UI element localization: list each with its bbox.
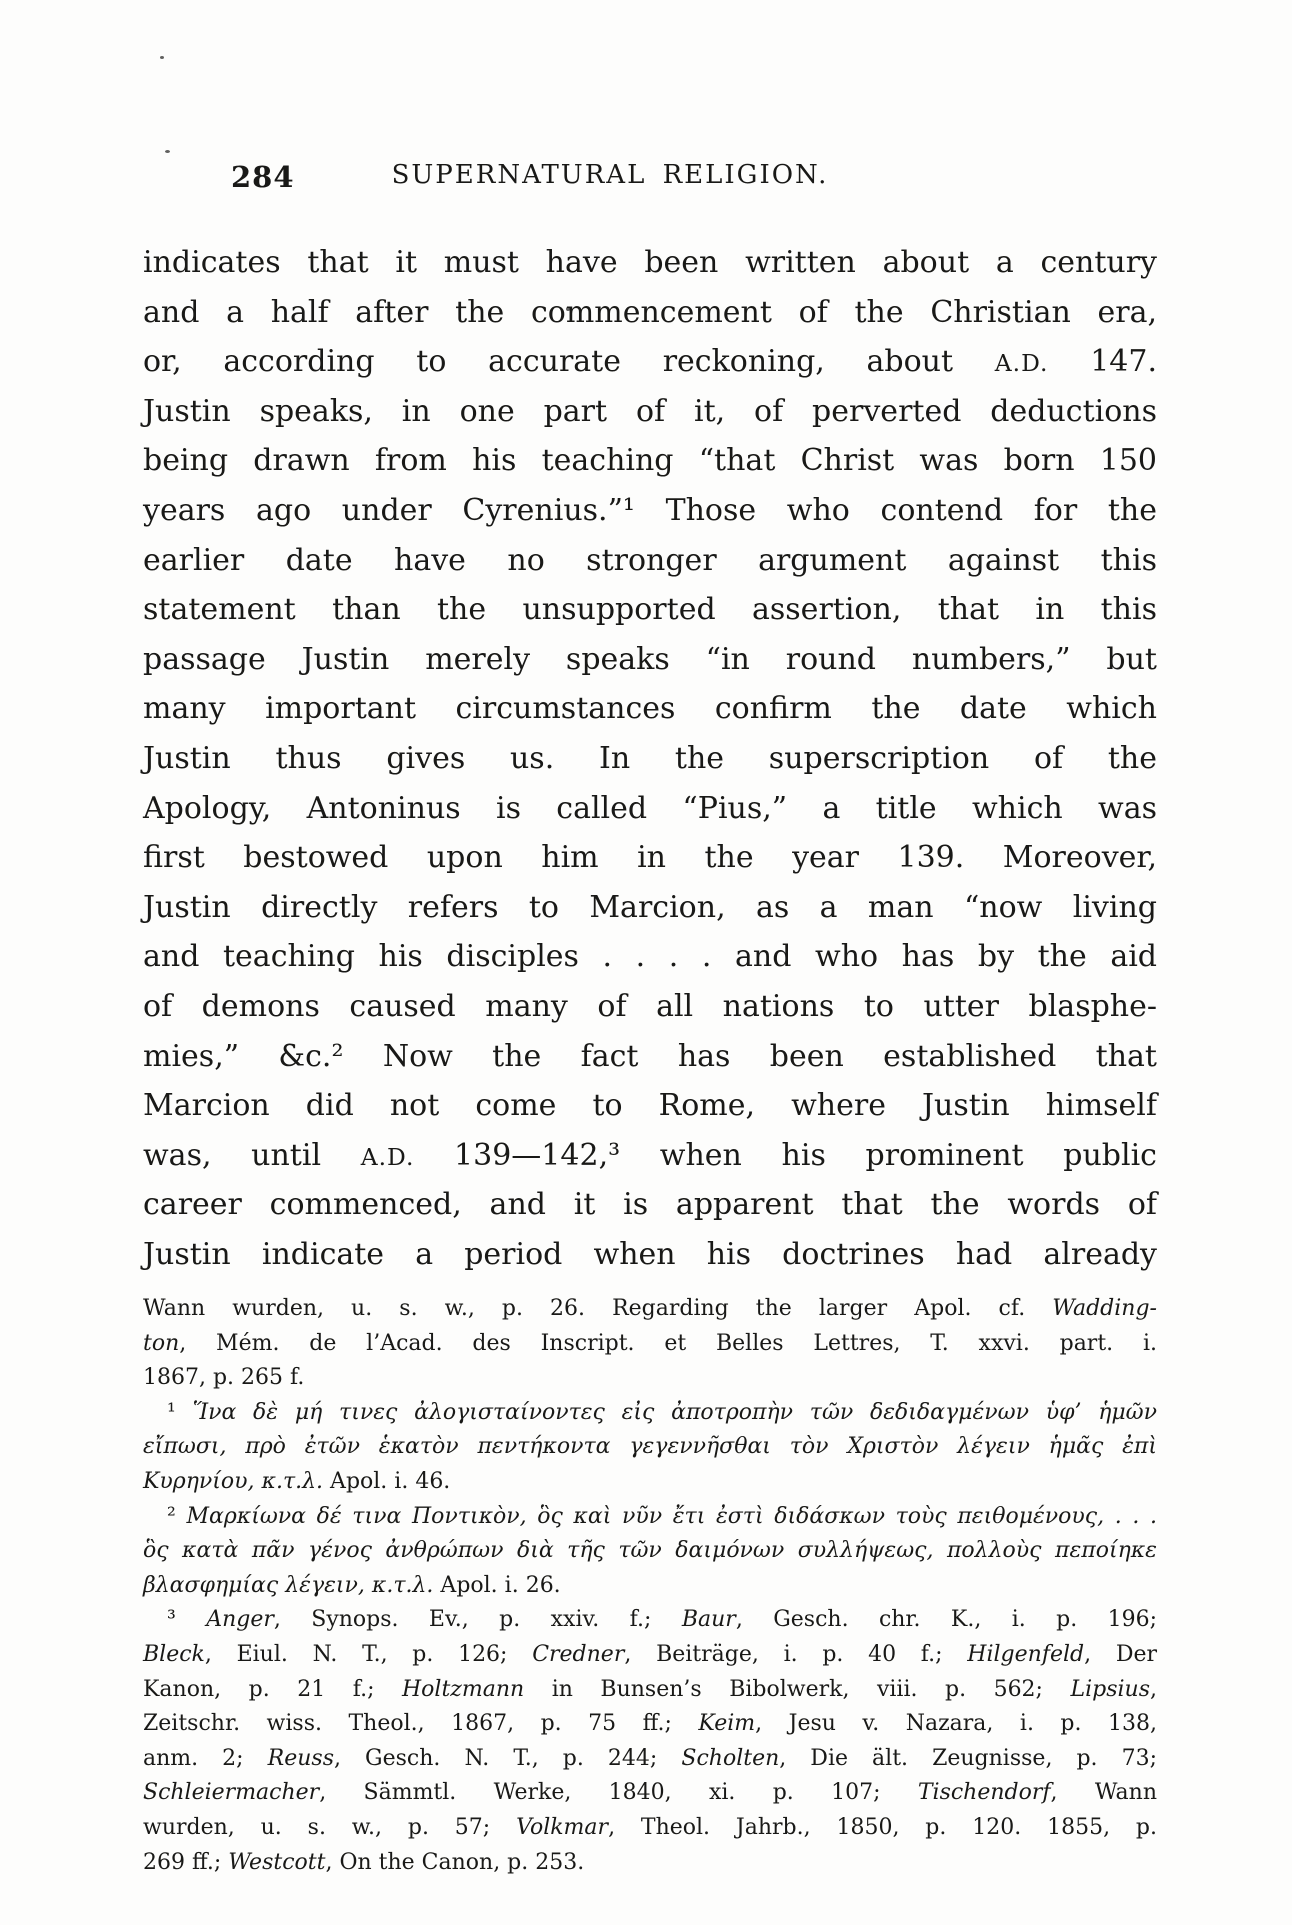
footnote-line: Schleiermacher, Sämmtl. Werke, 1840, xi. p. 107; Tischendorf, Wann (143, 1780, 1158, 1806)
body-line: years ago under Cyrenius.”¹ Those who contend for the (143, 492, 1157, 528)
footnote-line: Bleck, Eiul. N. T., p. 126; Credner, Beiträge, i. p. 40 f.; Hilgenfeld, Der (143, 1641, 1157, 1667)
body-line: earlier date have no stronger argument against this (143, 542, 1157, 578)
body-line: passage Justin merely speaks “in round numbers,” but (143, 641, 1157, 677)
footnote-line: 1867, p. 265 f. (143, 1365, 305, 1391)
footnote-line: wurden, u. s. w., p. 57; Volkmar, Theol. Jahrb., 1850, p. 120. 1855, p. (143, 1814, 1158, 1840)
footnotes (143, 1292, 1157, 1880)
footnote-line: Κυρηνίου, κ.τ.λ. Apol. i. 46. (143, 1468, 451, 1494)
footnote-line: ² Μαρκίωνα δέ τινα Ποντικὸν, ὃς καὶ νῦν ἔτι ἐστὶ διδάσκων τοὺς πειθομένους, . . . (167, 1503, 1157, 1529)
body-line: Justin thus gives us. In the superscription of the (143, 740, 1157, 776)
footnote-line: ὃς κατὰ πᾶν γένος ἀνθρώπων διὰ τῆς τῶν δαιμόνων συλλήψεως, πολλοὺς πεποίηκε (143, 1538, 1157, 1564)
footnote-line: anm. 2; Reuss, Gesch. N. T., p. 244; Scholten, Die ält. Zeugnisse, p. 73; (143, 1745, 1158, 1771)
body-line: of demons caused many of all nations to utter blasphe- (143, 988, 1157, 1024)
footnote-line: ¹ Ἵνα δὲ μή τινες ἀλογισταίνοντες εἰς ἀποτροπὴν τῶν δεδιδαγμένων ὑφ’ ἡμῶν (167, 1399, 1158, 1425)
scan-speck (160, 56, 164, 59)
body-text (143, 238, 1157, 1279)
running-title: SUPERNATURAL RELIGION. (391, 160, 829, 190)
body-line: Justin speaks, in one part of it, of perverted deductions (143, 393, 1157, 429)
footnote-line: Wann wurden, u. s. w., p. 26. Regarding the larger Apol. cf. Wadding- (143, 1296, 1157, 1321)
body-line: career commenced, and it is apparent that the words of (143, 1187, 1157, 1223)
body-line: or, according to accurate reckoning, about A.D. 147. (143, 344, 1157, 380)
scan-speck (165, 150, 170, 153)
footnote-line: Kanon, p. 21 f.; Holtzmann in Bunsen’s Bibolwerk, viii. p. 562; Lipsius, (143, 1676, 1157, 1702)
footnote-line: εἴπωσι, πρὸ ἐτῶν ἑκατὸν πεντήκοντα γεγεννῆσθαι τὸν Χριστὸν λέγειν ἡμᾶς ἐπὶ (143, 1434, 1157, 1460)
body-line: was, until A.D. 139—142,³ when his prominent public (143, 1137, 1157, 1173)
footnote-line: ³ Anger, Synops. Ev., p. xxiv. f.; Baur, Gesch. chr. K., i. p. 196; (167, 1607, 1157, 1633)
footnote-line: ton, Mém. de l’Acad. des Inscript. et Belles Lettres, T. xxvi. part. i. (143, 1330, 1157, 1356)
body-line: Justin indicate a period when his doctrines had already (143, 1236, 1157, 1272)
body-line: and a half after the commencement of the Christian era, (143, 294, 1157, 330)
body-line: and teaching his disciples . . . . and who has by the aid (143, 939, 1157, 975)
footnote-line: 269 ff.; Westcott, On the Canon, p. 253. (143, 1849, 585, 1875)
footnote-line: βλασφημίας λέγειν, κ.τ.λ. Apol. i. 26. (143, 1572, 561, 1598)
body-line: Justin directly refers to Marcion, as a man “now living (143, 889, 1157, 925)
body-line: Apology, Antoninus is called “Pius,” a title which was (143, 790, 1157, 826)
body-line: statement than the unsupported assertion, that in this (143, 592, 1157, 628)
page-number: 284 (231, 160, 295, 194)
body-line: indicates that it must have been written about a century (143, 245, 1157, 280)
body-line: mies,” &c.² Now the fact has been established that (143, 1038, 1157, 1074)
body-line: many important circumstances confirm the date which (143, 691, 1157, 727)
body-line: first bestowed upon him in the year 139. Moreover, (143, 840, 1157, 876)
body-line: Marcion did not come to Rome, where Justin himself (143, 1088, 1157, 1124)
page-header (143, 160, 1157, 196)
footnote-line: Zeitschr. wiss. Theol., 1867, p. 75 ff.; Keim, Jesu v. Nazara, i. p. 138, (143, 1711, 1157, 1737)
body-line: being drawn from his teaching “that Christ was born 150 (143, 443, 1157, 479)
